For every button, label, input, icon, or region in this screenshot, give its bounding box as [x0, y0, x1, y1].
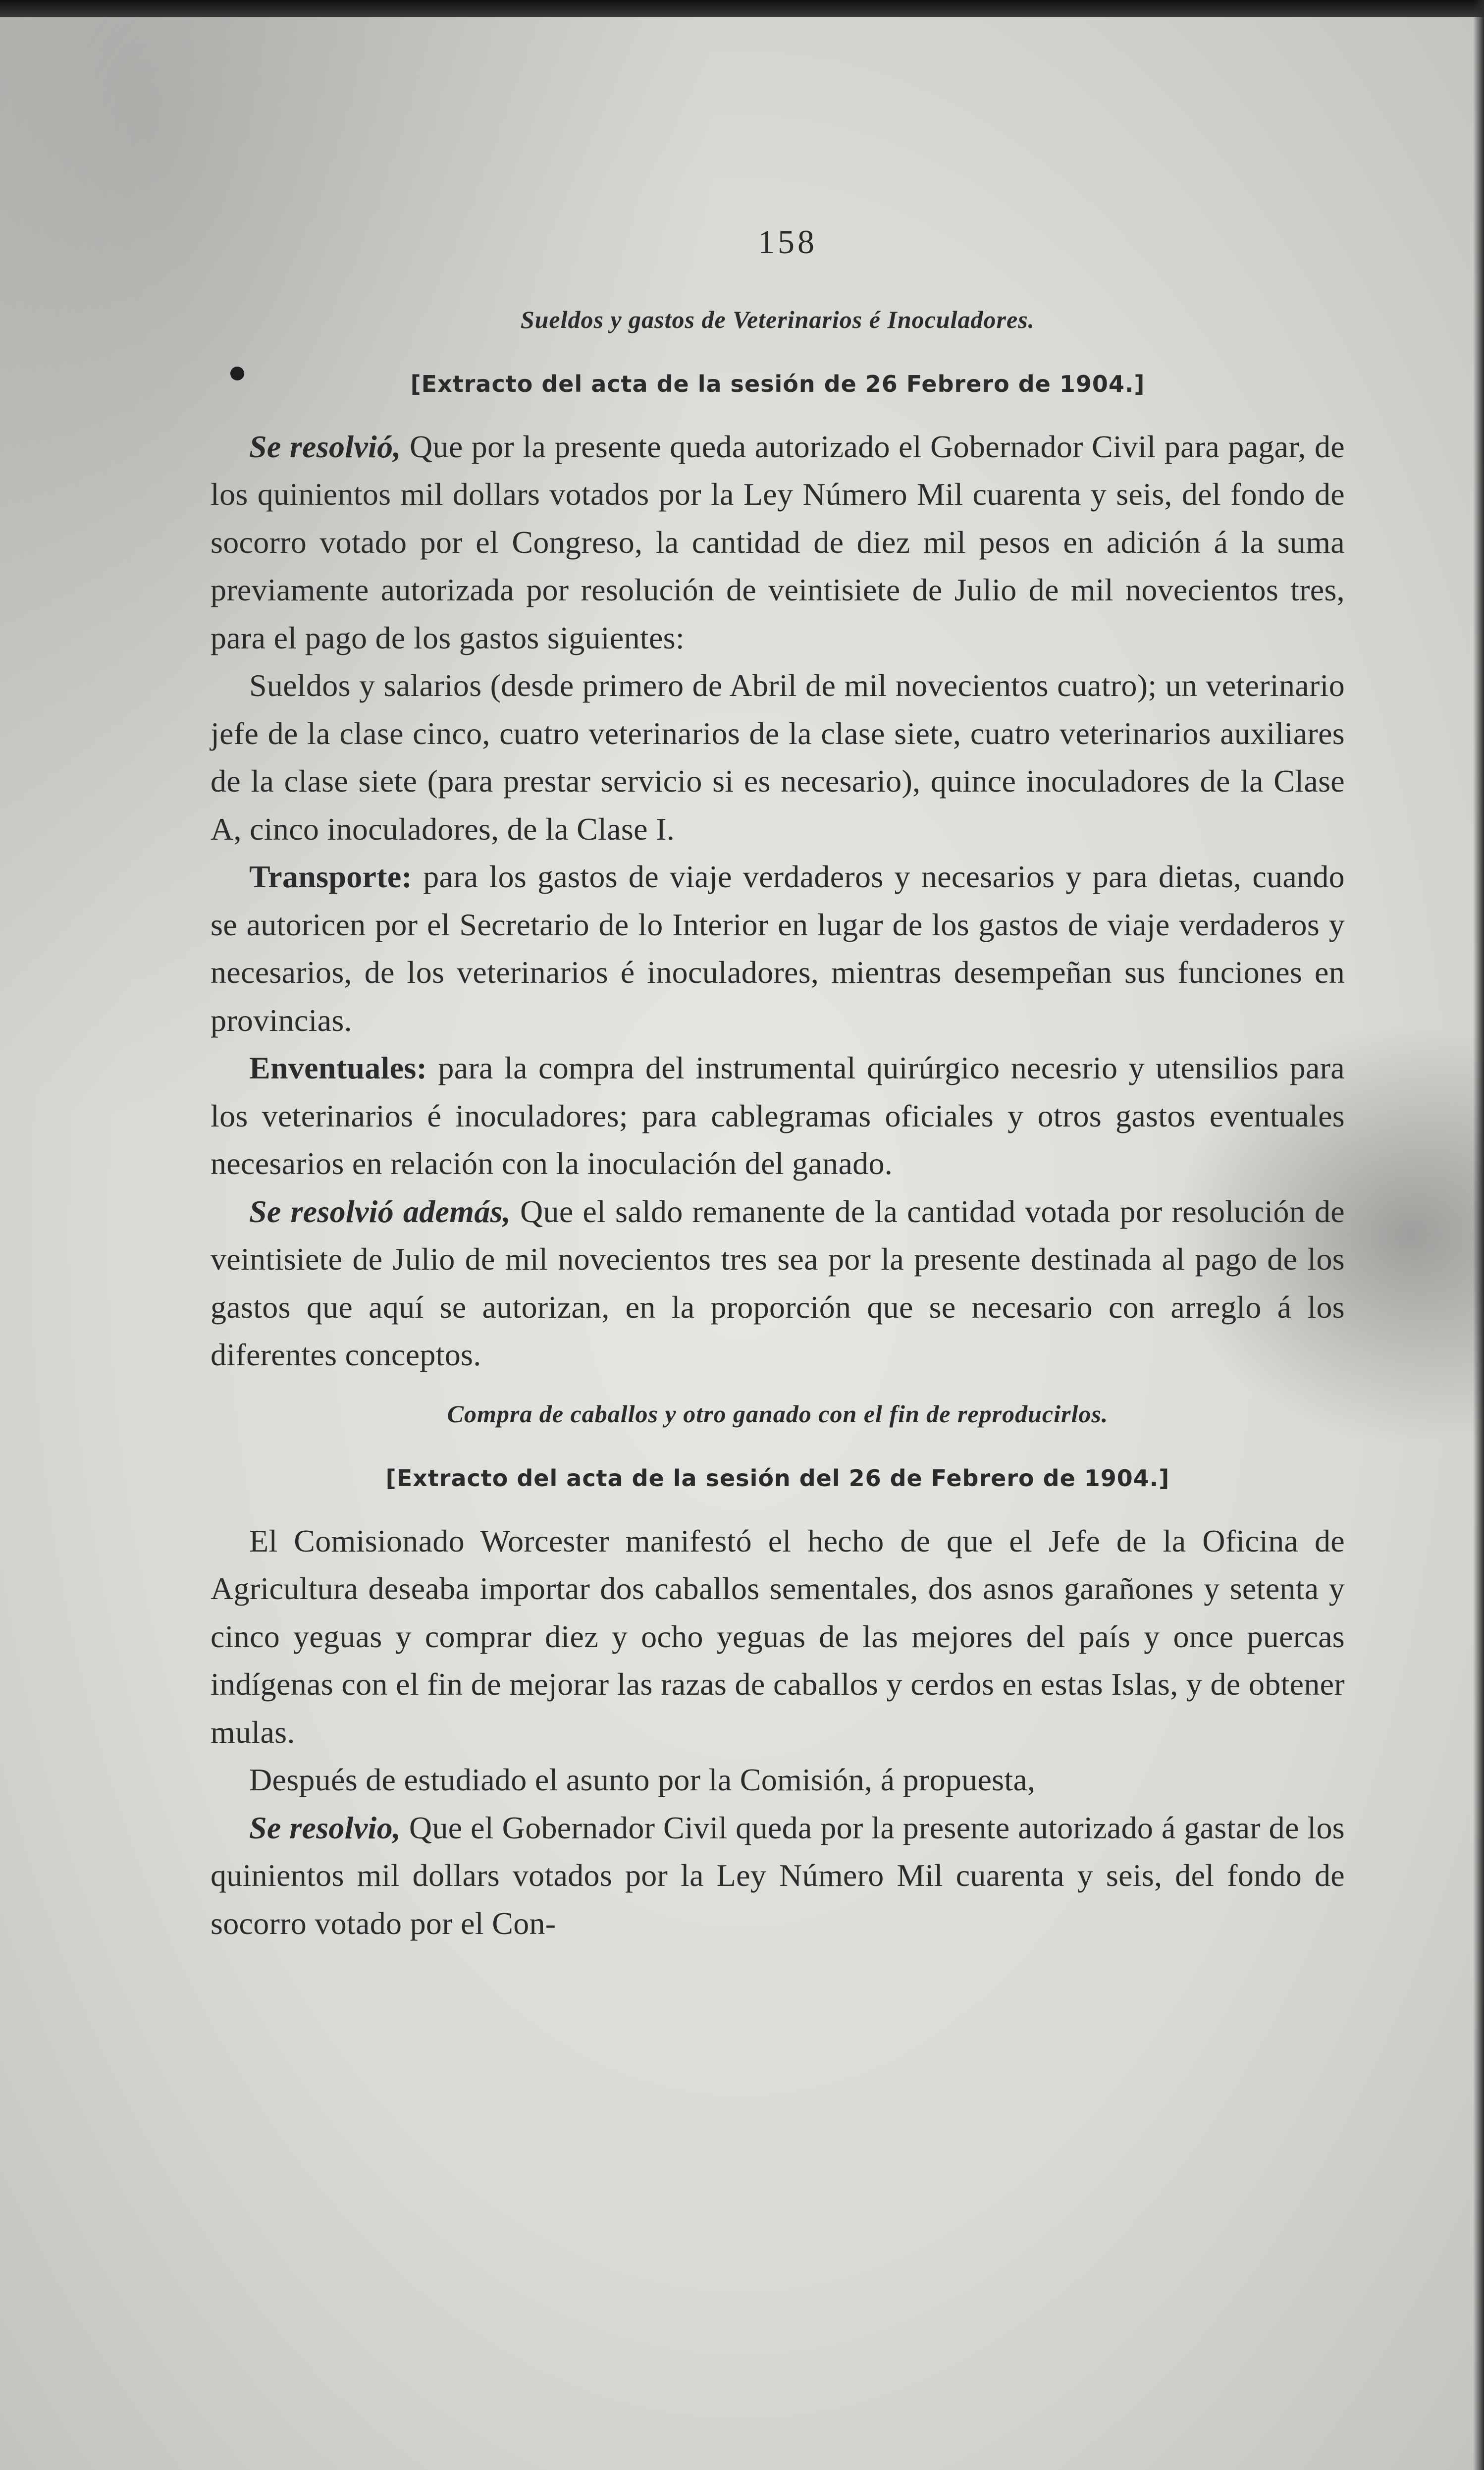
paragraph-text: El Comisionado Worcester manifestó el hecho de que el Jefe de la Oficina de Agricultura deseaba importar dos caballos sementales, dos asnos garañones y setenta y cinco yeguas y comprar diez y ocho yeguas de las mejores del país y once puercas indígenas con el fin de mejorar las razas de caballos y cerdos en estas Islas, y de obtener mulas. — [211, 1523, 1345, 1750]
paragraph-text: Que por la presente queda autorizado el Gobernador Civil para pagar, de los quinientos mil dollars votados por la Ley Número Mil cuarenta y seis, del fondo de socorro votado por el Congreso, la cantidad de diez mil pesos en adición á la suma previamente autorizada por resolución de veintisiete de Julio de mil novecientos tres, para el pago de los gastos siguientes: — [211, 429, 1345, 655]
page-number: 158 — [758, 223, 817, 261]
paragraph-eventuales — [211, 1044, 1345, 1188]
paragraph-text: para la compra del instrumental quirúrgico necesrio y utensilios para los veterinarios é inoculadores; para cablegramas oficiales y otros gastos eventuales necesarios en relación con la inoculación del ganado. — [211, 1050, 1345, 1181]
scan-top-edge — [0, 0, 1484, 17]
paragraph-lead: Se resolvio, — [249, 1810, 401, 1845]
page-text — [211, 218, 1345, 1947]
paragraph-sueldos — [211, 662, 1345, 853]
paragraph-worcester — [211, 1517, 1345, 1757]
section-veterinarios — [211, 296, 1345, 1379]
paragraph-term: Enventuales: — [249, 1050, 427, 1085]
paragraph-text: Después de estudiado el asunto por la Comisión, á propuesta, — [249, 1762, 1036, 1797]
section-caballos — [211, 1390, 1345, 1948]
paragraph-text: para los gastos de viaje verdaderos y necesarios y para dietas, cuando se autoricen por el Secretario de lo Interior en lugar de los gastos de viaje verdaderos y necesarios, de los veterinarios é inoculadores, mientras desempeñan sus funciones en provincias. — [211, 859, 1345, 1038]
paragraph-text: Sueldos y salarios (desde primero de Abril de mil novecientos cuatro); un veterinario jefe de la clase cinco, cuatro veterinarios de la clase siete, cuatro veterinarios auxiliares de la clase siete (para prestar servicio si es necesario), quince inoculadores de la Clase A, cinco inoculadores, de la Clase I. — [211, 668, 1345, 847]
section-title: Sueldos y gastos de Veterinarios é Inoculadores. — [520, 305, 1035, 333]
section-title: Compra de caballos y otro ganado con el fin de reproducirlos. — [447, 1399, 1109, 1428]
paragraph-text: Que el Gobernador Civil queda por la presente autorizado á gastar de los quinientos mil dollars votados por la Ley Número Mil cuarenta y seis, del fondo de socorro votado por el Con- — [211, 1810, 1345, 1941]
paragraph-resolution-gasto — [211, 1804, 1345, 1948]
extract-note: [Extracto del acta de la sesión del 26 de Febrero de 1904.] — [385, 1465, 1170, 1492]
paragraph-lead: Se resolvió además, — [249, 1193, 511, 1229]
paragraph-resolution — [211, 423, 1345, 662]
paragraph-lead: Se resolvió, — [249, 429, 401, 464]
paragraph-text: Que el saldo remanente de la cantidad votada por resolución de veintisiete de Julio de mil novecientos tres sea por la presente destinada al pago de los gastos que aquí se autorizan, en la proporción que se necesario con arreglo á los diferentes conceptos. — [211, 1193, 1345, 1372]
paragraph-despues — [211, 1756, 1345, 1804]
extract-note: [Extracto del acta de la sesión de 26 Febrero de 1904.] — [410, 371, 1145, 397]
paragraph-term: Transporte: — [249, 859, 413, 894]
paragraph-transporte — [211, 853, 1345, 1044]
scan-right-edge — [1473, 0, 1484, 2470]
paragraph-resolution-ademas — [211, 1188, 1345, 1379]
